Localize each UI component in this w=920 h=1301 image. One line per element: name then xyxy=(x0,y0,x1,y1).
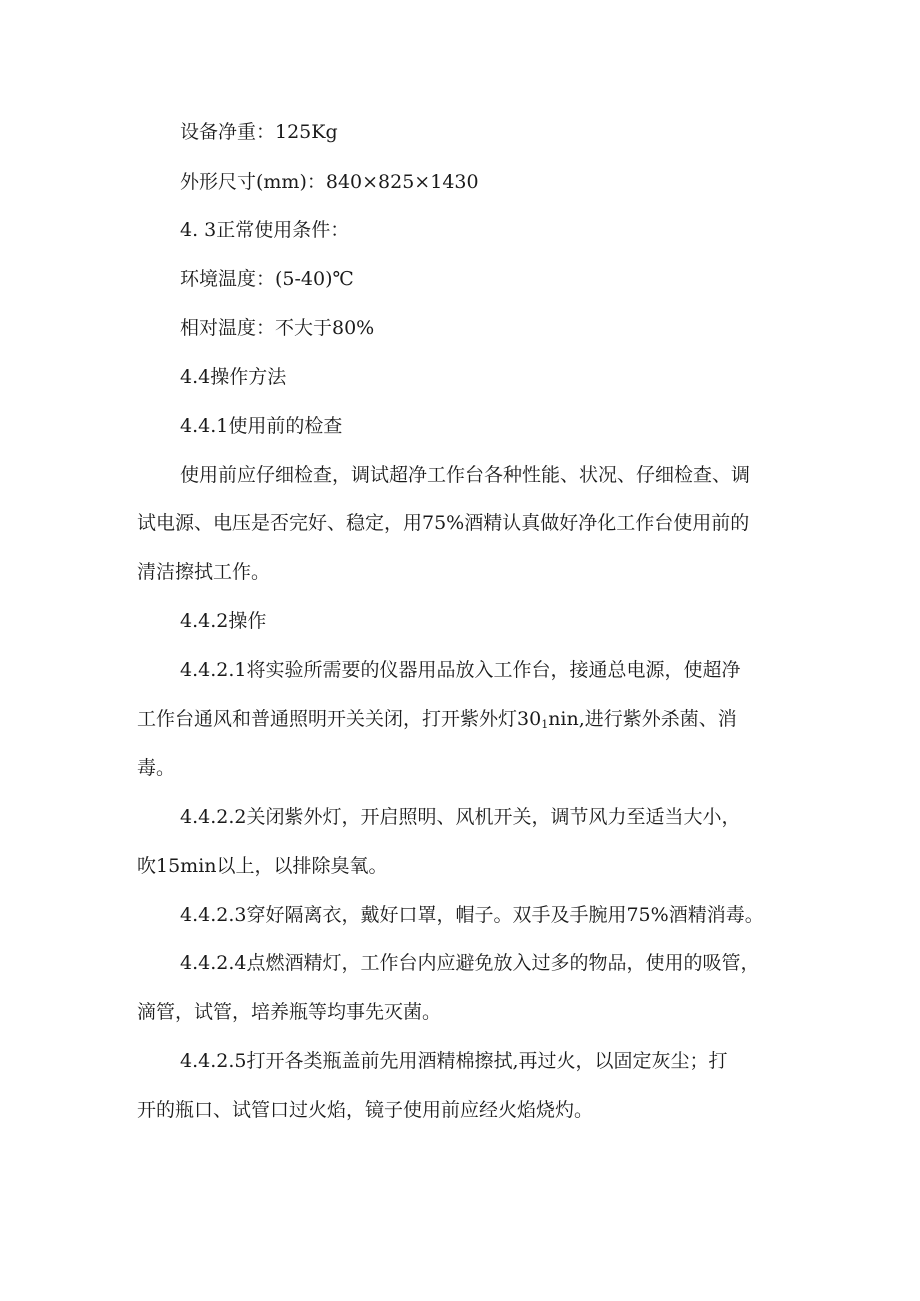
section-heading-4-4-1: 4.4.1使用前的检查 xyxy=(180,415,343,437)
paragraph-4-4-2-4-line-1: 4.4.2.4点燃酒精灯，工作台内应避免放入过多的物品，使用的吸管， xyxy=(180,952,760,974)
section-heading-4-4: 4.4操作方法 xyxy=(180,366,287,388)
paragraph-ambient-temperature: 环境温度：(5-40)℃ xyxy=(180,268,354,290)
section-heading-4-3: 4. 3正常使用条件： xyxy=(180,219,350,241)
paragraph-relative-temperature: 相对温度：不大于80% xyxy=(180,317,375,339)
paragraph-4-4-2-5-line-1: 4.4.2.5打开各类瓶盖前先用酒精棉擦拭,再过火，以固定灰尘；打 xyxy=(180,1050,728,1072)
paragraph-4-4-2-4-line-2: 滴管，试管，培养瓶等均事先灭菌。 xyxy=(137,1001,442,1023)
paragraph-4-4-2-1-line-1: 4.4.2.1将实验所需要的仪器用品放入工作台，接通总电源，使超净 xyxy=(180,659,741,681)
text-segment: 工作台通风和普通照明开关关闭，打开紫外灯30 xyxy=(137,708,542,730)
paragraph-4-4-2-5-line-2: 开的瓶口、试管口过火焰，镜子使用前应经火焰烧灼。 xyxy=(137,1099,594,1121)
paragraph-net-weight: 设备净重：125Kg xyxy=(180,121,338,143)
paragraph-check-line-1: 使用前应仔细检查，调试超净工作台各种性能、状况、仔细检查、调 xyxy=(180,464,751,486)
section-heading-4-4-2: 4.4.2操作 xyxy=(180,610,267,632)
paragraph-check-line-2: 试电源、电压是否完好、稳定，用75%酒精认真做好净化工作台使用前的 xyxy=(137,512,750,534)
paragraph-4-4-2-3: 4.4.2.3穿好隔离衣，戴好口罩，帽子。双手及手腕用75%酒精消毒。 xyxy=(180,904,764,926)
paragraph-4-4-2-1-line-3: 毒。 xyxy=(137,757,176,779)
text-segment: nin,进行紫外杀菌、消 xyxy=(548,708,737,730)
paragraph-dimensions: 外形尺寸(mm)：840×825×1430 xyxy=(180,171,479,193)
paragraph-4-4-2-2-line-1: 4.4.2.2关闭紫外灯，开启照明、风机开关，调节风力至适当大小， xyxy=(180,806,741,828)
paragraph-4-4-2-1-line-2 xyxy=(137,706,797,738)
paragraph-4-4-2-2-line-2: 吹15min以上，以排除臭氧。 xyxy=(137,855,388,877)
subscript-artifact: 1 xyxy=(541,718,549,731)
paragraph-check-line-3: 清洁擦拭工作。 xyxy=(137,561,271,583)
